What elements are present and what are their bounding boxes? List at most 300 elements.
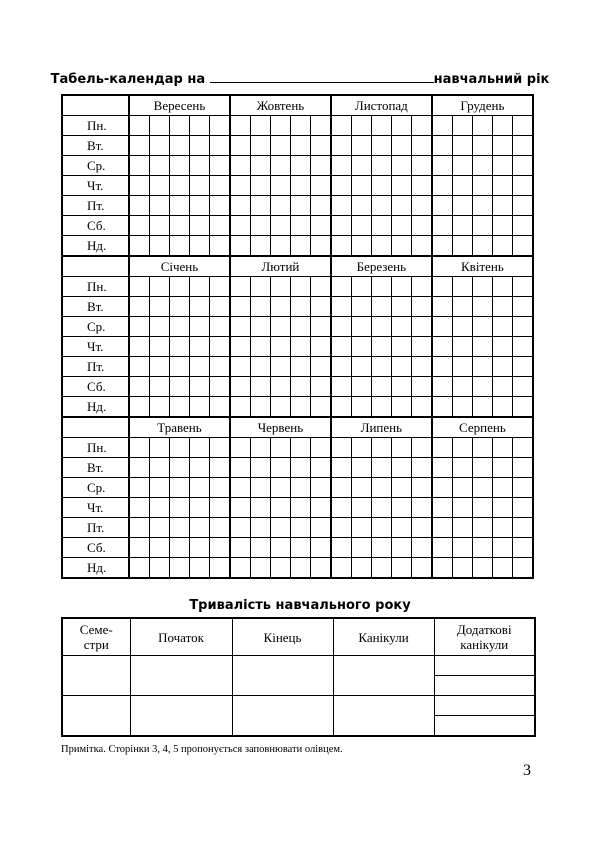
calendar-cell[interactable] [210,116,230,136]
calendar-cell[interactable] [250,478,270,498]
calendar-cell[interactable] [149,337,169,357]
calendar-cell[interactable] [371,357,391,377]
calendar-cell[interactable] [513,297,533,317]
calendar-cell[interactable] [291,277,311,297]
calendar-cell[interactable] [149,478,169,498]
calendar-cell[interactable] [190,196,210,216]
calendar-cell[interactable] [432,216,452,236]
calendar-cell[interactable] [291,357,311,377]
calendar-cell[interactable] [371,236,391,257]
calendar-cell[interactable] [311,297,331,317]
calendar-cell[interactable] [270,558,290,579]
calendar-cell[interactable] [452,438,472,458]
calendar-cell[interactable] [432,397,452,418]
calendar-cell[interactable] [169,518,189,538]
calendar-cell[interactable] [432,538,452,558]
calendar-cell[interactable] [129,116,149,136]
calendar-cell[interactable] [452,136,472,156]
calendar-cell[interactable] [250,337,270,357]
calendar-cell[interactable] [250,277,270,297]
calendar-cell[interactable] [472,136,492,156]
calendar-cell[interactable] [492,156,512,176]
calendar-cell[interactable] [169,397,189,418]
calendar-cell[interactable] [311,116,331,136]
calendar-cell[interactable] [149,498,169,518]
calendar-cell[interactable] [432,317,452,337]
calendar-cell[interactable] [371,176,391,196]
calendar-cell[interactable] [513,478,533,498]
calendar-cell[interactable] [210,297,230,317]
calendar-cell[interactable] [412,458,432,478]
calendar-cell[interactable] [513,458,533,478]
calendar-cell[interactable] [351,317,371,337]
calendar-cell[interactable] [331,136,351,156]
calendar-cell[interactable] [129,337,149,357]
calendar-cell[interactable] [230,277,250,297]
calendar-cell[interactable] [270,397,290,418]
calendar-cell[interactable] [452,196,472,216]
calendar-cell[interactable] [513,216,533,236]
calendar-cell[interactable] [331,478,351,498]
extra-holiday-cell[interactable] [435,656,535,676]
calendar-cell[interactable] [371,136,391,156]
calendar-cell[interactable] [452,538,472,558]
calendar-cell[interactable] [190,277,210,297]
calendar-cell[interactable] [129,277,149,297]
calendar-cell[interactable] [169,438,189,458]
calendar-cell[interactable] [149,136,169,156]
calendar-cell[interactable] [210,236,230,257]
calendar-cell[interactable] [311,277,331,297]
calendar-cell[interactable] [331,498,351,518]
calendar-cell[interactable] [351,277,371,297]
calendar-cell[interactable] [190,297,210,317]
calendar-cell[interactable] [452,317,472,337]
calendar-cell[interactable] [230,498,250,518]
calendar-cell[interactable] [351,538,371,558]
calendar-cell[interactable] [412,176,432,196]
calendar-cell[interactable] [432,438,452,458]
calendar-cell[interactable] [492,438,512,458]
calendar-cell[interactable] [331,438,351,458]
calendar-cell[interactable] [291,337,311,357]
calendar-cell[interactable] [169,236,189,257]
calendar-cell[interactable] [250,176,270,196]
calendar-cell[interactable] [190,357,210,377]
school-year-blank[interactable] [210,70,434,83]
calendar-cell[interactable] [311,397,331,418]
calendar-cell[interactable] [432,297,452,317]
calendar-cell[interactable] [452,176,472,196]
calendar-cell[interactable] [391,136,411,156]
calendar-cell[interactable] [291,297,311,317]
calendar-cell[interactable] [129,458,149,478]
calendar-cell[interactable] [190,538,210,558]
calendar-cell[interactable] [331,458,351,478]
extra-holiday-cell[interactable] [435,676,535,695]
calendar-cell[interactable] [472,116,492,136]
calendar-cell[interactable] [230,377,250,397]
calendar-cell[interactable] [391,538,411,558]
calendar-cell[interactable] [351,357,371,377]
calendar-cell[interactable] [391,558,411,579]
calendar-cell[interactable] [351,216,371,236]
calendar-cell[interactable] [190,317,210,337]
calendar-cell[interactable] [432,277,452,297]
calendar-cell[interactable] [351,116,371,136]
calendar-cell[interactable] [169,498,189,518]
calendar-cell[interactable] [149,277,169,297]
calendar-cell[interactable] [371,377,391,397]
calendar-cell[interactable] [291,538,311,558]
calendar-cell[interactable] [472,377,492,397]
calendar-cell[interactable] [270,236,290,257]
calendar-cell[interactable] [371,397,391,418]
calendar-cell[interactable] [311,216,331,236]
calendar-cell[interactable] [412,438,432,458]
calendar-cell[interactable] [492,337,512,357]
calendar-cell[interactable] [391,357,411,377]
calendar-cell[interactable] [391,297,411,317]
calendar-cell[interactable] [250,136,270,156]
calendar-cell[interactable] [169,196,189,216]
calendar-cell[interactable] [331,518,351,538]
calendar-cell[interactable] [371,297,391,317]
calendar-cell[interactable] [129,518,149,538]
duration-cell[interactable] [62,696,130,737]
calendar-cell[interactable] [452,478,472,498]
calendar-cell[interactable] [311,498,331,518]
calendar-cell[interactable] [311,156,331,176]
calendar-cell[interactable] [190,478,210,498]
calendar-cell[interactable] [432,156,452,176]
calendar-cell[interactable] [513,236,533,257]
calendar-cell[interactable] [149,176,169,196]
calendar-cell[interactable] [190,518,210,538]
calendar-cell[interactable] [412,196,432,216]
calendar-cell[interactable] [452,156,472,176]
calendar-cell[interactable] [331,236,351,257]
calendar-cell[interactable] [351,196,371,216]
calendar-cell[interactable] [210,558,230,579]
calendar-cell[interactable] [452,297,472,317]
calendar-cell[interactable] [492,136,512,156]
calendar-cell[interactable] [452,558,472,579]
calendar-cell[interactable] [391,236,411,257]
calendar-cell[interactable] [452,357,472,377]
duration-cell[interactable] [232,696,333,737]
calendar-cell[interactable] [513,176,533,196]
calendar-cell[interactable] [331,176,351,196]
calendar-cell[interactable] [169,478,189,498]
calendar-cell[interactable] [190,458,210,478]
calendar-cell[interactable] [432,136,452,156]
calendar-cell[interactable] [472,558,492,579]
calendar-cell[interactable] [391,518,411,538]
calendar-cell[interactable] [210,357,230,377]
calendar-cell[interactable] [472,337,492,357]
calendar-cell[interactable] [371,558,391,579]
calendar-cell[interactable] [311,518,331,538]
calendar-cell[interactable] [250,377,270,397]
calendar-cell[interactable] [371,438,391,458]
calendar-cell[interactable] [412,116,432,136]
calendar-cell[interactable] [452,116,472,136]
calendar-cell[interactable] [270,297,290,317]
calendar-cell[interactable] [270,136,290,156]
calendar-cell[interactable] [291,478,311,498]
calendar-cell[interactable] [129,377,149,397]
calendar-cell[interactable] [492,498,512,518]
calendar-cell[interactable] [210,538,230,558]
calendar-cell[interactable] [472,397,492,418]
calendar-cell[interactable] [250,156,270,176]
calendar-cell[interactable] [472,216,492,236]
calendar-cell[interactable] [513,377,533,397]
calendar-cell[interactable] [472,317,492,337]
calendar-cell[interactable] [230,538,250,558]
calendar-cell[interactable] [210,377,230,397]
calendar-cell[interactable] [331,337,351,357]
calendar-cell[interactable] [432,478,452,498]
calendar-cell[interactable] [391,377,411,397]
calendar-cell[interactable] [391,116,411,136]
calendar-cell[interactable] [250,498,270,518]
calendar-cell[interactable] [149,458,169,478]
calendar-cell[interactable] [230,357,250,377]
calendar-cell[interactable] [129,156,149,176]
calendar-cell[interactable] [513,116,533,136]
calendar-cell[interactable] [129,438,149,458]
calendar-cell[interactable] [412,558,432,579]
calendar-cell[interactable] [412,317,432,337]
calendar-cell[interactable] [250,196,270,216]
calendar-cell[interactable] [291,558,311,579]
calendar-cell[interactable] [452,518,472,538]
calendar-cell[interactable] [351,136,371,156]
calendar-cell[interactable] [492,558,512,579]
calendar-cell[interactable] [331,196,351,216]
calendar-cell[interactable] [371,538,391,558]
calendar-cell[interactable] [311,196,331,216]
calendar-cell[interactable] [432,236,452,257]
calendar-cell[interactable] [351,498,371,518]
calendar-cell[interactable] [412,277,432,297]
calendar-cell[interactable] [492,317,512,337]
calendar-cell[interactable] [129,538,149,558]
calendar-cell[interactable] [492,116,512,136]
calendar-cell[interactable] [513,498,533,518]
calendar-cell[interactable] [391,176,411,196]
calendar-cell[interactable] [513,397,533,418]
duration-cell[interactable] [333,696,434,737]
calendar-cell[interactable] [412,397,432,418]
calendar-cell[interactable] [149,156,169,176]
calendar-cell[interactable] [250,458,270,478]
calendar-cell[interactable] [129,216,149,236]
calendar-cell[interactable] [291,136,311,156]
calendar-cell[interactable] [190,438,210,458]
calendar-cell[interactable] [270,377,290,397]
calendar-cell[interactable] [412,357,432,377]
calendar-cell[interactable] [270,317,290,337]
calendar-cell[interactable] [169,116,189,136]
calendar-cell[interactable] [391,277,411,297]
calendar-cell[interactable] [391,216,411,236]
calendar-cell[interactable] [129,176,149,196]
calendar-cell[interactable] [149,216,169,236]
calendar-cell[interactable] [311,538,331,558]
calendar-cell[interactable] [210,196,230,216]
calendar-cell[interactable] [270,498,290,518]
calendar-cell[interactable] [169,136,189,156]
calendar-cell[interactable] [371,156,391,176]
calendar-cell[interactable] [190,156,210,176]
calendar-cell[interactable] [230,156,250,176]
calendar-cell[interactable] [472,498,492,518]
calendar-cell[interactable] [311,136,331,156]
calendar-cell[interactable] [190,337,210,357]
calendar-cell[interactable] [129,236,149,257]
calendar-cell[interactable] [149,357,169,377]
calendar-cell[interactable] [452,458,472,478]
calendar-cell[interactable] [452,337,472,357]
calendar-cell[interactable] [513,518,533,538]
calendar-cell[interactable] [169,377,189,397]
calendar-cell[interactable] [190,136,210,156]
calendar-cell[interactable] [472,538,492,558]
calendar-cell[interactable] [492,176,512,196]
calendar-cell[interactable] [371,518,391,538]
calendar-cell[interactable] [391,458,411,478]
calendar-cell[interactable] [311,176,331,196]
calendar-cell[interactable] [432,377,452,397]
calendar-cell[interactable] [250,357,270,377]
calendar-cell[interactable] [513,538,533,558]
calendar-cell[interactable] [492,216,512,236]
calendar-cell[interactable] [432,518,452,538]
calendar-cell[interactable] [513,277,533,297]
duration-cell[interactable] [232,656,333,696]
calendar-cell[interactable] [230,558,250,579]
extra-holiday-cell[interactable] [435,696,535,716]
calendar-cell[interactable] [371,498,391,518]
calendar-cell[interactable] [129,397,149,418]
calendar-cell[interactable] [311,438,331,458]
calendar-cell[interactable] [412,377,432,397]
calendar-cell[interactable] [270,176,290,196]
calendar-cell[interactable] [472,478,492,498]
calendar-cell[interactable] [331,538,351,558]
duration-cell[interactable] [130,696,232,737]
calendar-cell[interactable] [391,397,411,418]
calendar-cell[interactable] [291,438,311,458]
calendar-cell[interactable] [210,216,230,236]
duration-cell[interactable] [333,656,434,696]
calendar-cell[interactable] [351,478,371,498]
calendar-cell[interactable] [472,438,492,458]
calendar-cell[interactable] [230,397,250,418]
calendar-cell[interactable] [331,116,351,136]
duration-cell[interactable] [62,656,130,696]
calendar-cell[interactable] [169,558,189,579]
calendar-cell[interactable] [513,156,533,176]
calendar-cell[interactable] [391,317,411,337]
calendar-cell[interactable] [169,357,189,377]
calendar-cell[interactable] [149,116,169,136]
calendar-cell[interactable] [169,337,189,357]
calendar-cell[interactable] [371,458,391,478]
calendar-cell[interactable] [210,458,230,478]
calendar-cell[interactable] [270,518,290,538]
calendar-cell[interactable] [472,236,492,257]
calendar-cell[interactable] [351,397,371,418]
calendar-cell[interactable] [472,277,492,297]
calendar-cell[interactable] [432,116,452,136]
calendar-cell[interactable] [210,176,230,196]
calendar-cell[interactable] [371,116,391,136]
calendar-cell[interactable] [391,196,411,216]
calendar-cell[interactable] [351,176,371,196]
calendar-cell[interactable] [129,498,149,518]
calendar-cell[interactable] [210,438,230,458]
calendar-cell[interactable] [311,478,331,498]
calendar-cell[interactable] [169,458,189,478]
calendar-cell[interactable] [230,136,250,156]
calendar-cell[interactable] [291,176,311,196]
calendar-cell[interactable] [230,297,250,317]
calendar-cell[interactable] [169,176,189,196]
calendar-cell[interactable] [492,297,512,317]
calendar-cell[interactable] [230,317,250,337]
calendar-cell[interactable] [412,478,432,498]
calendar-cell[interactable] [412,337,432,357]
calendar-cell[interactable] [513,558,533,579]
calendar-cell[interactable] [149,377,169,397]
calendar-cell[interactable] [513,317,533,337]
calendar-cell[interactable] [351,156,371,176]
calendar-cell[interactable] [432,196,452,216]
calendar-cell[interactable] [169,277,189,297]
calendar-cell[interactable] [291,156,311,176]
calendar-cell[interactable] [351,236,371,257]
calendar-cell[interactable] [472,357,492,377]
calendar-cell[interactable] [190,116,210,136]
calendar-cell[interactable] [291,116,311,136]
calendar-cell[interactable] [452,498,472,518]
calendar-cell[interactable] [371,216,391,236]
calendar-cell[interactable] [452,377,472,397]
calendar-cell[interactable] [230,337,250,357]
calendar-cell[interactable] [311,357,331,377]
calendar-cell[interactable] [291,397,311,418]
calendar-cell[interactable] [149,438,169,458]
calendar-cell[interactable] [230,518,250,538]
calendar-cell[interactable] [371,317,391,337]
calendar-cell[interactable] [371,196,391,216]
calendar-cell[interactable] [492,277,512,297]
calendar-cell[interactable] [270,478,290,498]
calendar-cell[interactable] [513,357,533,377]
calendar-cell[interactable] [351,337,371,357]
calendar-cell[interactable] [412,518,432,538]
calendar-cell[interactable] [331,277,351,297]
calendar-cell[interactable] [210,277,230,297]
calendar-cell[interactable] [412,297,432,317]
calendar-cell[interactable] [149,196,169,216]
calendar-cell[interactable] [371,478,391,498]
calendar-cell[interactable] [291,317,311,337]
